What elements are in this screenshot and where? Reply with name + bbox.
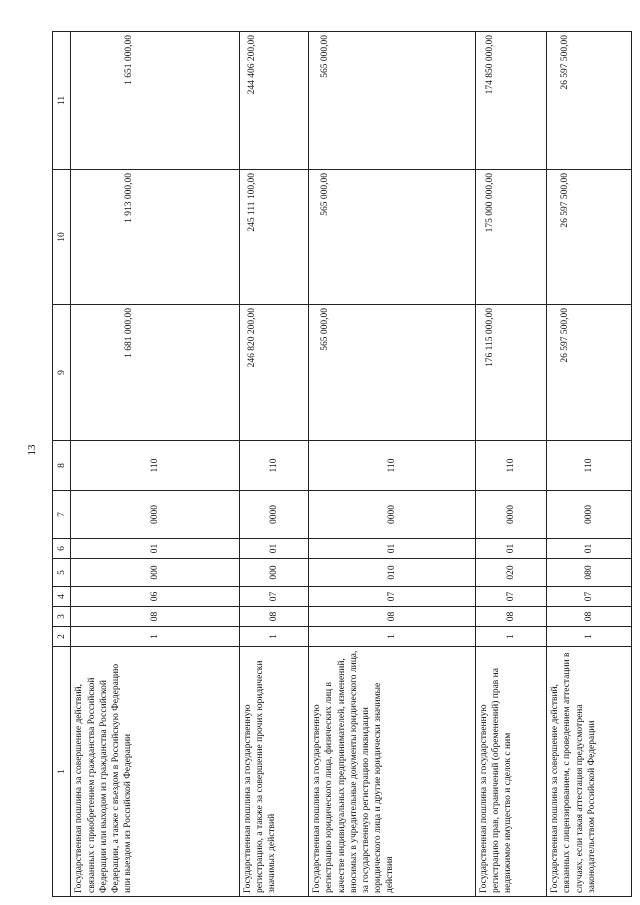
table-row [71,32,239,897]
amount-cell: 244 406 200,00 [239,32,308,170]
amount-cell: 565 000,00 [309,305,475,441]
code-cell: 080 [547,559,632,587]
row-name: Государственная пошлина за совершение действий, связанных с лицензированием, с проведением аттестации в случаях, если такая аттестация предусмотрена законодательством Российской Федерации [547,647,632,897]
code-cell: 07 [547,587,632,607]
code-cell: 08 [309,607,475,627]
code-cell: 000 [71,559,239,587]
column-number: 11 [53,32,71,170]
code-cell: 0000 [309,491,475,539]
column-number: 6 [53,539,71,559]
amount-cell: 26 597 500,00 [547,170,632,305]
code-cell: 07 [309,587,475,607]
column-number-row [53,32,71,897]
column-number: 8 [53,441,71,491]
code-cell: 1 [475,627,546,647]
column-number: 5 [53,559,71,587]
table-row [547,32,632,897]
amount-cell: 1 681 000,00 [71,305,239,441]
amount-cell: 26 597 500,00 [547,305,632,441]
code-cell: 0000 [547,491,632,539]
row-name: Государственная пошлина за государственную регистрацию юридического лица, физических лиц в качестве индивидуальных предпринимателей, изменений, вносимых в учредительные документы юридического лица, за государственную регистрацию ликвидации юридического лица и другие юридически значимые действия [309,647,475,897]
column-number: 1 [53,647,71,897]
amount-cell: 1 651 000,00 [71,32,239,170]
amount-cell: 245 111 100,00 [239,170,308,305]
rotated-table-area [52,32,632,897]
code-cell: 1 [309,627,475,647]
page-number: 13 [26,444,38,456]
amount-cell: 175 000 000,00 [475,170,546,305]
table-row [475,32,546,897]
code-cell: 0000 [71,491,239,539]
code-cell: 08 [239,607,308,627]
code-cell: 1 [71,627,239,647]
code-cell: 010 [309,559,475,587]
code-cell: 01 [239,539,308,559]
row-name: Государственная пошлина за государственную регистрацию прав, ограничений (обременений) прав на недвижимое имущество и сделок с ним [475,647,546,897]
column-number: 4 [53,587,71,607]
code-cell: 01 [71,539,239,559]
table-row [309,32,475,897]
code-cell: 0000 [475,491,546,539]
column-number: 3 [53,607,71,627]
code-cell: 110 [239,441,308,491]
code-cell: 110 [475,441,546,491]
code-cell: 000 [239,559,308,587]
amount-cell: 174 850 000,00 [475,32,546,170]
code-cell: 01 [547,539,632,559]
table-row [239,32,308,897]
column-number: 7 [53,491,71,539]
code-cell: 08 [547,607,632,627]
code-cell: 07 [239,587,308,607]
code-cell: 110 [71,441,239,491]
amount-cell: 565 000,00 [309,170,475,305]
code-cell: 1 [239,627,308,647]
code-cell: 110 [547,441,632,491]
code-cell: 07 [475,587,546,607]
code-cell: 020 [475,559,546,587]
code-cell: 0000 [239,491,308,539]
amount-cell: 1 913 000,00 [71,170,239,305]
amount-cell: 246 820 200,00 [239,305,308,441]
code-cell: 01 [475,539,546,559]
code-cell: 08 [475,607,546,627]
code-cell: 110 [309,441,475,491]
column-number: 9 [53,305,71,441]
code-cell: 01 [309,539,475,559]
code-cell: 06 [71,587,239,607]
amount-cell: 176 115 000,00 [475,305,546,441]
code-cell: 1 [547,627,632,647]
amount-cell: 565 000,00 [309,32,475,170]
row-name: Государственная пошлина за совершение действий, связанных с приобретением гражданства Российской Федерации или выходом из гражданства Российской Федерации, а также с въездом в Российскую Федерацию или выездом из Российской Федерации [71,647,239,897]
budget-table [52,31,632,897]
row-name: Государственная пошлина за государственную регистрацию, а также за совершение прочих юридически значимых действий [239,647,308,897]
amount-cell: 26 597 500,00 [547,32,632,170]
code-cell: 08 [71,607,239,627]
column-number: 10 [53,170,71,305]
column-number: 2 [53,627,71,647]
